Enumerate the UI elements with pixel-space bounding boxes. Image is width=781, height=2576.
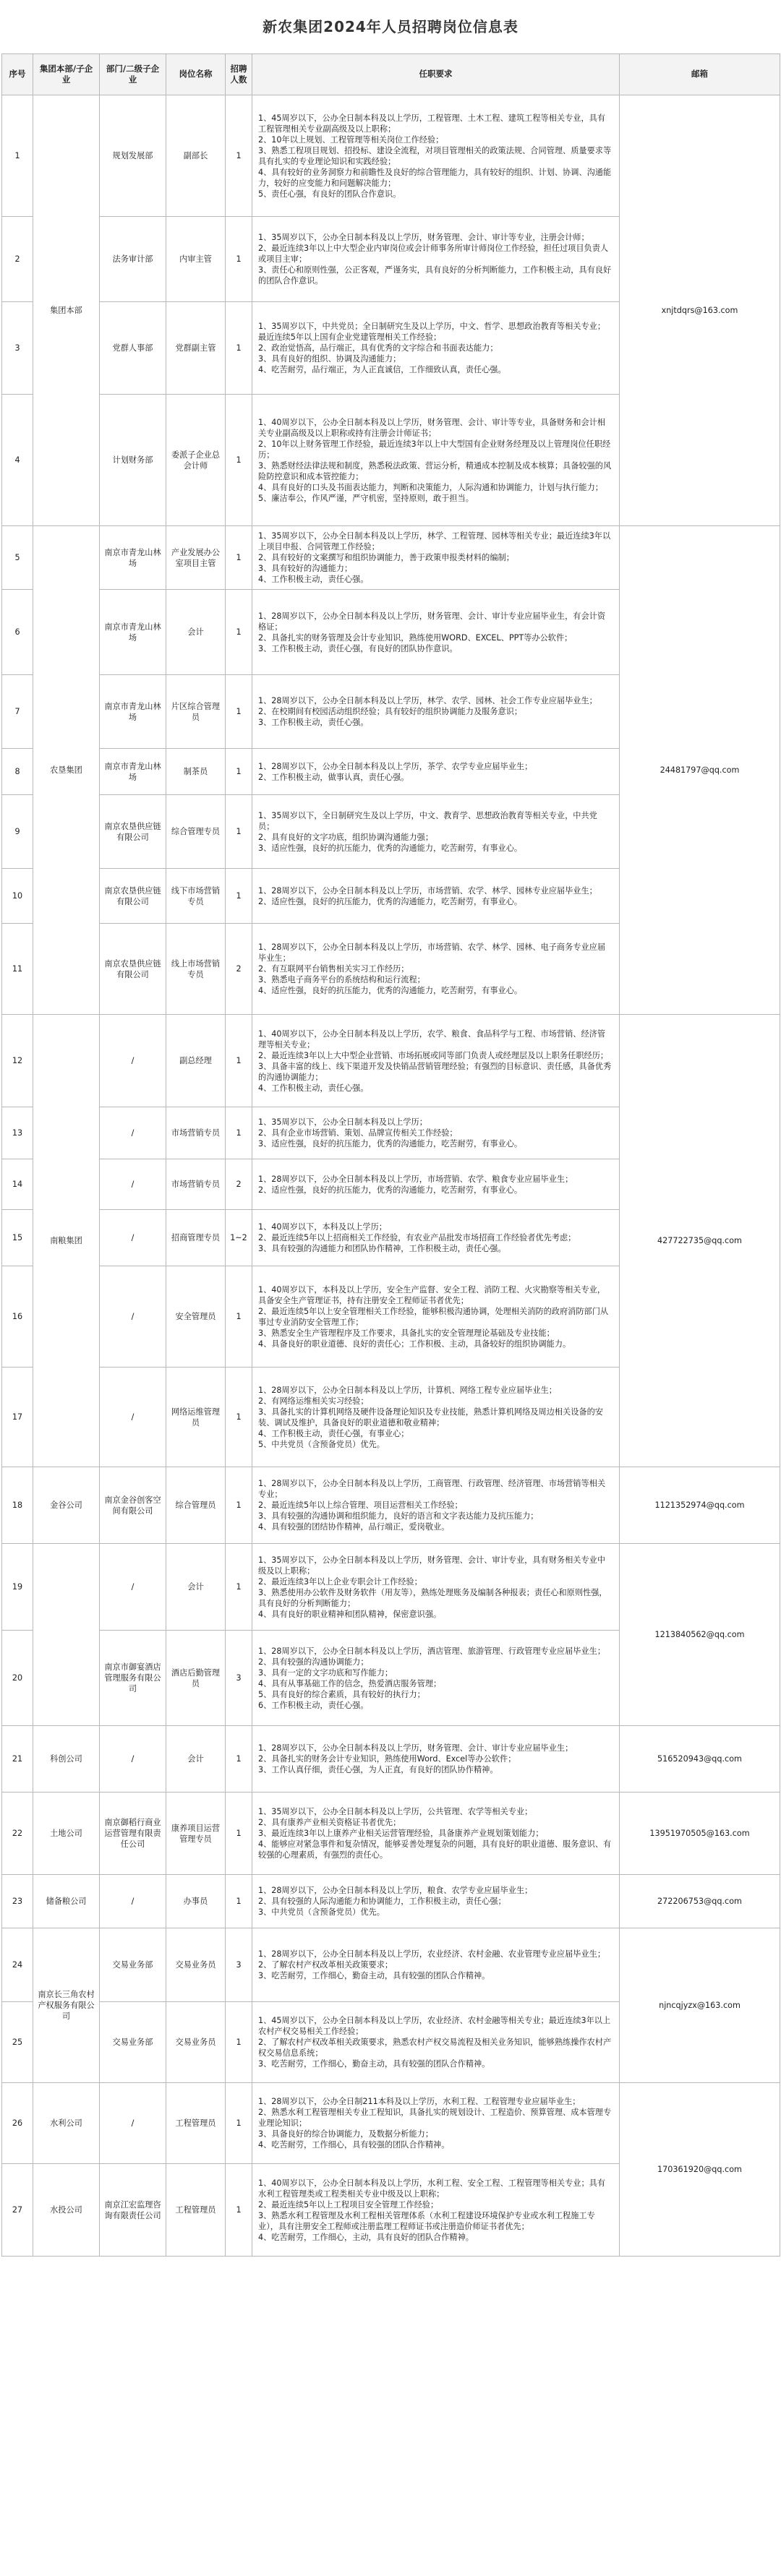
email-cell[interactable]: 170361920@qq.com (620, 2083, 780, 2257)
table-row (2, 95, 780, 217)
requirement-line: 3、熟悉水利工程管理及水利工程相关管理体系（水利工程建设环境保护专业或水利工程施工专业），具有注册安全工程师或注册监理工程师证书或注册造价师证书者优先； (258, 2210, 595, 2231)
requirement-line: 1、28周岁以下，公办全日制本科及以上学历，市场营销、农学、林学、园林专业应届毕业生； (258, 885, 597, 896)
row-number: 8 (2, 749, 33, 795)
requirement-line: 2、最近连续3年以上大中型企业营销、市场拓展或同等部门负责人或经理层及以上职务任职经历； (258, 1050, 609, 1060)
requirements-cell (252, 2164, 620, 2257)
requirements-cell (252, 1107, 620, 1159)
row-number: 27 (2, 2164, 33, 2257)
dept-cell: 南京江宏监理咨询有限责任公司 (100, 2164, 166, 2257)
requirement-line: 2、最近连续5年以上综合管理、项目运营相关工作经验； (258, 1500, 463, 1510)
requirements-cell (252, 1210, 620, 1266)
requirement-line: 4、工作积极主动，责任心强，有事业心； (258, 1428, 409, 1438)
requirement-line: 2、适应性强，良好的抗压能力，优秀的沟通能力，吃苦耐劳，有事业心。 (258, 896, 523, 906)
dept-cell: 南京市御宴酒店管理服务有限公司 (100, 1631, 166, 1726)
requirement-line: 3、具有一定的文字功底和写作能力； (258, 1667, 393, 1678)
post-cell: 会计 (166, 590, 226, 675)
requirement-line: 4、具备良好的职业道德、良好的责任心；工作积极、主动，具备较好的组织协调能力。 (258, 1339, 571, 1349)
headcount-cell: 1 (226, 217, 252, 302)
requirements-cell (252, 795, 620, 869)
post-cell: 安全管理员 (166, 1266, 226, 1368)
email-cell[interactable]: 1213840562@qq.com (620, 1544, 780, 1726)
requirement-line: 3、熟悉工程项目规划、招投标、建设全流程，对项目管理相关的政策法规、合同管理、质量要求等具有扎实的专业理论知识和实践经验； (258, 145, 612, 166)
row-number: 25 (2, 2002, 33, 2083)
requirement-line: 4、吃苦耐劳，品行端正，为人正直诚信，工作细致认真，责任心强。 (258, 365, 506, 374)
post-cell: 综合管理专员 (166, 795, 226, 869)
requirement-line: 2、最近连续5年以上工程项目安全管理工作经验； (258, 2199, 439, 2210)
headcount-cell: 1 (226, 395, 252, 526)
requirement-line: 1、28周岁以下，公办全日制本科及以上学历，财务管理、会计、审计专业应届毕业生； (258, 1743, 573, 1753)
headcount-cell: 1 (226, 1015, 252, 1107)
headcount-cell: 1 (226, 95, 252, 217)
headcount-cell: 1 (226, 1107, 252, 1159)
row-number: 19 (2, 1544, 33, 1631)
group-cell: 水利公司 (33, 2083, 100, 2164)
requirement-line: 1、45周岁以下，公办全日制本科及以上学历，农业经济、农村金融等相关专业；最近连续3年以上农村产权交易相关工作经验； (258, 2016, 611, 2036)
header-requirements: 任职要求 (252, 54, 620, 95)
post-cell: 内审主管 (166, 217, 226, 302)
requirement-line: 2、具有康养产业相关资格证书者优先； (258, 1818, 401, 1827)
headcount-cell: 3 (226, 1928, 252, 2002)
dept-cell: 党群人事部 (100, 302, 166, 395)
post-cell: 酒店后勤管理员 (166, 1631, 226, 1726)
requirement-line: 2、有网络运维相关实习经验； (258, 1396, 369, 1406)
requirement-line: 2、政治觉悟高，品行端正，具有优秀的文字综合和书面表达能力； (258, 343, 498, 353)
requirement-line: 3、具有较好的沟通能力； (258, 564, 353, 573)
headcount-cell: 1 (226, 869, 252, 924)
email-cell[interactable]: 1121352974@qq.com (620, 1467, 780, 1544)
requirements-cell (252, 1544, 620, 1631)
group-cell (33, 1544, 100, 1726)
table-row (2, 2083, 780, 2164)
header-dept: 部门/二级子企业 (100, 54, 166, 95)
requirement-line: 3、适应性强，良好的抗压能力，优秀的沟通能力，吃苦耐劳，有事业心。 (258, 1139, 523, 1149)
dept-cell: 交易业务部 (100, 2002, 166, 2083)
post-cell: 办事员 (166, 1875, 226, 1928)
requirement-line: 1、35周岁以下，公办全日制本科及以上学历，林学、工程管理、园林等相关专业；最近连续3年以上项目申报、合同管理工作经验； (258, 531, 611, 551)
requirement-line: 1、45周岁以下，公办全日制本科及以上学历，工程管理、土木工程、建筑工程等相关专业，具有工程管理相关专业副高级及以上职称； (258, 113, 606, 134)
requirement-line: 3、吃苦耐劳，工作细心，勤奋主动，具有较强的团队合作精神。 (258, 1971, 490, 1980)
row-number: 11 (2, 924, 33, 1015)
headcount-cell: 3 (226, 1631, 252, 1726)
dept-cell: 南京农垦供应链有限公司 (100, 869, 166, 924)
headcount-cell: 2 (226, 1159, 252, 1210)
requirements-cell (252, 1159, 620, 1210)
table-row (2, 1793, 780, 1875)
dept-cell: / (100, 1544, 166, 1631)
requirement-line: 1、28周岁以下，公办全日制本科及以上学历，茶学、农学专业应届毕业生； (258, 761, 533, 771)
requirement-line: 3、熟悉使用办公软件及财务软件（用友等），熟练处理账务及编制各种报表；责任心和原则性强，具有良好的分析判断能力； (258, 1587, 607, 1608)
requirements-cell (252, 2083, 620, 2164)
requirement-line: 4、具有较好的业务洞察力和前瞻性及良好的综合管理能力，具有较好的组织、计划、协调、沟通能力，较好的应变能力和问题解决能力； (258, 167, 612, 188)
post-cell: 线上市场营销专员 (166, 924, 226, 1015)
row-number: 2 (2, 217, 33, 302)
requirement-line: 1、28周岁以下，公办全日制本科及以上学历，市场营销、农学、粮食专业应届毕业生； (258, 1174, 573, 1184)
headcount-cell: 1 (226, 590, 252, 675)
requirement-line: 1、35周岁以下，公办全日制本科及以上学历，财务管理、会计、审计等专业，注册会计师； (258, 233, 589, 242)
email-cell[interactable]: 24481797@qq.com (620, 526, 780, 1015)
requirements-cell (252, 1631, 620, 1726)
page-title: 新农集团2024年人员招聘岗位信息表 (263, 18, 518, 35)
requirements-cell (252, 302, 620, 395)
requirement-line: 2、最近连续5年以上安全管理相关工作经验，能够积极沟通协调，处理相关消防的政府消防部门从事过专业消防安全管理工作； (258, 1306, 609, 1327)
requirement-line: 4、吃苦耐劳，工作细心，主动，具有良好的团队合作精神。 (258, 2232, 474, 2242)
dept-cell: 南京农垦供应链有限公司 (100, 924, 166, 1015)
dept-cell: 南京御稻行商业运营管理有限责任公司 (100, 1793, 166, 1875)
headcount-cell: 2 (226, 924, 252, 1015)
requirements-cell (252, 869, 620, 924)
requirement-line: 5、责任心强，有良好的团队合作意识。 (258, 189, 401, 199)
post-cell: 委派子企业总会计师 (166, 395, 226, 526)
requirement-line: 3、熟悉安全生产管理程序及工作要求，具备扎实的安全管理理论基础及专业技能； (258, 1328, 555, 1338)
table-row (2, 1015, 780, 1107)
requirement-line: 1、28周岁以下，公办全日制本科及以上学历，工商管理、行政管理、经济管理、市场营销等相关专业； (258, 1479, 606, 1499)
table-row (2, 526, 780, 590)
group-cell: 集团本部 (33, 95, 100, 526)
requirement-line: 2、在校期间有校园活动组织经验；具有较好的组织协调能力及服务意识； (258, 707, 523, 716)
dept-cell: / (100, 1266, 166, 1368)
post-cell: 招商管理专员 (166, 1210, 226, 1266)
dept-cell: / (100, 1210, 166, 1266)
dept-cell: / (100, 1159, 166, 1210)
requirement-line: 1、35周岁以下，公办全日制本科及以上学历； (258, 1117, 427, 1127)
headcount-cell: 1 (226, 2002, 252, 2083)
email-cell[interactable]: njncqjyzx@163.com (620, 1928, 780, 2083)
row-number: 4 (2, 395, 33, 526)
row-number: 3 (2, 302, 33, 395)
dept-cell: / (100, 1015, 166, 1107)
group-cell: 水投公司 (33, 2164, 100, 2257)
row-number: 5 (2, 526, 33, 590)
requirement-line: 4、具有从事基础工作的信念，热爱酒店服务管理； (258, 1678, 442, 1688)
email-cell[interactable]: 427722735@qq.com (620, 1015, 780, 1467)
email-cell[interactable]: 516520943@qq.com (620, 1726, 780, 1793)
requirements-cell (252, 1467, 620, 1544)
post-cell: 产业发展办公室项目主管 (166, 526, 226, 590)
group-cell: 土地公司 (33, 1793, 100, 1875)
post-cell: 综合管理员 (166, 1467, 226, 1544)
requirement-line: 3、具有良好的组织、协调及沟通能力； (258, 354, 401, 364)
requirement-line: 2、熟悉水利工程管理相关专业工程知识，具备扎实的规划设计、工程造价、预算管理、成本管理专业理论知识； (258, 2108, 612, 2128)
requirement-line: 3、具备良好的综合协调能力，及数据分析能力； (258, 2129, 434, 2139)
post-cell: 会计 (166, 1544, 226, 1631)
row-number: 14 (2, 1159, 33, 1210)
requirement-line: 4、具有良好的职业精神和团队精神，保密意识强。 (258, 1609, 442, 1619)
header-post: 岗位名称 (166, 54, 226, 95)
group-cell: 农垦集团 (33, 526, 100, 1015)
requirement-line: 3、工作认真仔细，责任心强，为人正直，有良好的团队协作精神。 (258, 1765, 498, 1774)
requirements-cell (252, 2002, 620, 2083)
requirement-line: 3、工作积极主动，责任心强。 (258, 718, 369, 727)
requirement-line: 6、工作积极主动，责任心强。 (258, 1700, 369, 1710)
headcount-cell: 1 (226, 526, 252, 590)
requirement-line: 2、最近连续5年以上招商相关工作经验，有农业产品批发市场招商工作经验者优先考虑； (258, 1233, 576, 1242)
requirement-line: 3、中共党员（含预备党员）优先。 (258, 1907, 385, 1917)
headcount-cell: 1 (226, 1726, 252, 1793)
requirement-line: 5、中共党员（含预备党员）优先。 (258, 1439, 385, 1449)
post-cell: 党群副主管 (166, 302, 226, 395)
requirement-line: 2、有互联网平台销售相关实习工作经历； (258, 964, 409, 974)
requirements-cell (252, 1368, 620, 1467)
requirements-cell (252, 526, 620, 590)
requirement-line: 1、28周岁以下，公办全日制本科及以上学历，粮食、农学专业应届毕业生； (258, 1886, 533, 1895)
requirement-line: 4、工作积极主动，责任心强。 (258, 575, 369, 584)
requirement-line: 2、适应性强，良好的抗压能力，优秀的沟通能力，吃苦耐劳，有事业心。 (258, 1185, 523, 1195)
dept-cell: 南京金谷创客空间有限公司 (100, 1467, 166, 1544)
headcount-cell: 1 (226, 749, 252, 795)
dept-cell: 计划财务部 (100, 395, 166, 526)
requirement-line: 4、具有较强的团结协作精神，品行端正，爱岗敬业。 (258, 1522, 450, 1532)
requirements-cell (252, 395, 620, 526)
requirement-line: 2、具备扎实的财务管理及会计专业知识，熟练使用WORD、EXCEL、PPT等办公软件； (258, 632, 573, 643)
header-no: 序号 (2, 54, 33, 95)
row-number: 22 (2, 1793, 33, 1875)
post-cell: 交易业务员 (166, 2002, 226, 2083)
recruitment-table (1, 53, 780, 2257)
dept-cell: 南京市青龙山林场 (100, 749, 166, 795)
group-cell: 南粮集团 (33, 1015, 100, 1467)
group-cell: 金谷公司 (33, 1467, 100, 1544)
row-number: 20 (2, 1631, 33, 1726)
post-cell: 康养项目运营管理专员 (166, 1793, 226, 1875)
header-email: 邮箱 (620, 54, 780, 95)
requirement-line: 3、最近连续3年以上康养产业相关运营管理经验，具备康养产业规划策划能力； (258, 1829, 544, 1838)
requirements-cell (252, 1015, 620, 1107)
headcount-cell: 1 (226, 2083, 252, 2164)
table-row (2, 1467, 780, 1544)
requirement-line: 4、工作积极主动，责任心强。 (258, 1083, 369, 1093)
requirement-line: 2、了解农村产权改革相关政策要求； (258, 1960, 393, 1970)
headcount-cell: 1 (226, 1544, 252, 1631)
post-cell: 副总经理 (166, 1015, 226, 1107)
post-cell: 网络运维管理员 (166, 1368, 226, 1467)
requirement-line: 3、吃苦耐劳，工作细心，勤奋主动，具有较强的团队合作精神。 (258, 2059, 490, 2069)
header-num: 招聘人数 (226, 54, 252, 95)
requirement-line: 2、10年以上规划、工程管理等相关岗位工作经验； (258, 134, 444, 145)
requirement-line: 1、28周岁以下，公办全日制本科及以上学历，农业经济、农村金融、农业管理专业应届毕业生； (258, 1949, 606, 1959)
requirement-line: 1、40周岁以下，公办全日制本科及以上学历，财务管理、会计、审计等专业，具备财务和会计相关专业副高级及以上职称或持有注册会计师证书； (258, 417, 606, 438)
requirement-line: 3、具有较强的沟通协调和组织能力，良好的语言和文字表达能力及抗压能力； (258, 1511, 539, 1521)
row-number: 15 (2, 1210, 33, 1266)
header-row (2, 54, 780, 95)
row-number: 7 (2, 675, 33, 749)
requirements-cell (252, 1928, 620, 2002)
email-cell[interactable]: 272206753@qq.com (620, 1875, 780, 1928)
requirements-cell (252, 590, 620, 675)
headcount-cell: 1 (226, 1368, 252, 1467)
requirements-cell (252, 1266, 620, 1368)
requirement-line: 3、适应性强，良好的抗压能力，优秀的沟通能力，吃苦耐劳，有事业心。 (258, 843, 523, 853)
group-cell: 南京长三角农村产权服务有限公司 (33, 1928, 100, 2083)
headcount-cell: 1 (226, 1875, 252, 1928)
requirement-line: 2、具备扎实的财务会计专业知识，熟练使用Word、Excel等办公软件； (258, 1754, 516, 1764)
dept-cell: / (100, 1107, 166, 1159)
requirement-line: 2、具有较强的人际沟通能力和协调能力，工作积极主动，责任心强； (258, 1897, 506, 1906)
requirement-line: 2、最近连续3年以上企业专职会计工作经验； (258, 1576, 422, 1587)
dept-cell: / (100, 1726, 166, 1793)
email-cell[interactable]: xnjtdqrs@163.com (620, 95, 780, 526)
requirements-cell (252, 217, 620, 302)
table-row (2, 1928, 780, 2002)
headcount-cell: 1 (226, 675, 252, 749)
row-number: 6 (2, 590, 33, 675)
post-cell: 市场营销专员 (166, 1107, 226, 1159)
row-number: 12 (2, 1015, 33, 1107)
requirements-cell (252, 924, 620, 1015)
row-number: 13 (2, 1107, 33, 1159)
requirements-cell (252, 1875, 620, 1928)
row-number: 26 (2, 2083, 33, 2164)
requirements-cell (252, 1793, 620, 1875)
requirement-line: 1、28周岁以下，公办全日制本科及以上学历，林学、农学、园林、社会工作专业应届毕业生； (258, 696, 597, 705)
group-cell: 科创公司 (33, 1726, 100, 1793)
requirement-line: 3、具备丰富的线上、线下渠道开发及快销品营销管理经验；有强烈的目标意识、责任感，具备优秀的沟通协调能力； (258, 1061, 612, 1082)
requirement-line: 1、35周岁以下，公办全日制本科及以上学历，财务管理、会计、审计专业，具有财务相关专业中级及以上职称； (258, 1555, 606, 1576)
post-cell: 市场营销专员 (166, 1159, 226, 1210)
requirement-line: 1、28周岁以下，公办全日制本科及以上学历，计算机、网络工程专业应届毕业生； (258, 1385, 557, 1395)
headcount-cell: 1 (226, 795, 252, 869)
table-row (2, 1726, 780, 1793)
requirement-line: 3、工作积极主动，责任心强，有良好的团队协作意识。 (258, 643, 458, 653)
row-number: 17 (2, 1368, 33, 1467)
requirement-line: 2、具有良好的文字功底，组织协调沟通能力强； (258, 832, 434, 842)
requirements-cell (252, 1726, 620, 1793)
headcount-cell: 1 (226, 1793, 252, 1875)
email-cell[interactable]: 13951970505@163.com (620, 1793, 780, 1875)
table-row (2, 1544, 780, 1631)
requirement-line: 3、具有较强的沟通能力和团队协作精神，工作积极主动，责任心强。 (258, 1244, 506, 1253)
requirement-line: 2、了解农村产权改革相关政策要求，熟悉农村产权交易流程及相关业务知识，能够熟练操作农村产权交易信息系统； (258, 2038, 612, 2058)
dept-cell: 南京市青龙山林场 (100, 675, 166, 749)
requirement-line: 2、工作积极主动，做事认真，责任心强。 (258, 772, 409, 782)
post-cell: 交易业务员 (166, 1928, 226, 2002)
dept-cell: / (100, 1368, 166, 1467)
table-row (2, 1875, 780, 1928)
requirement-line: 1、28周岁以下，公办全日制211本科及以上学历，水利工程、工程管理专业应届毕业生； (258, 2097, 581, 2106)
requirement-line: 3、具备扎实的计算机网络及硬件设备理论知识及专业技能，熟悉计算机网络及周边相关设备的安装、调试及维护，具备良好的职业道德和敬业精神； (258, 1407, 603, 1427)
dept-cell: / (100, 2083, 166, 2164)
row-number: 10 (2, 869, 33, 924)
post-cell: 线下市场营销专员 (166, 869, 226, 924)
group-cell: 储备粮公司 (33, 1875, 100, 1928)
dept-cell: 规划发展部 (100, 95, 166, 217)
requirement-line: 1、35周岁以下，全日制研究生及以上学历，中文、教育学、思想政治教育等相关专业，中共党员； (258, 810, 597, 831)
requirement-line: 1、28周岁以下，公办全日制本科及以上学历，市场营销、农学、林学、园林、电子商务专业应届毕业生； (258, 943, 606, 963)
row-number: 18 (2, 1467, 33, 1544)
requirement-line: 1、40周岁以下，本科及以上学历； (258, 1222, 387, 1232)
requirement-line: 1、40周岁以下，公办全日制本科及以上学历，农学、粮食、食品科学与工程、市场营销、经济管理等相关专业； (258, 1029, 606, 1049)
dept-cell: 法务审计部 (100, 217, 166, 302)
requirement-line: 1、28周岁以下，公办全日制本科及以上学历，财务管理、会计、审计专业应届毕业生，有会计资格证； (258, 611, 606, 632)
requirement-line: 1、28周岁以下，公办全日制本科及以上学历，酒店管理、旅游管理、行政管理专业应届毕业生； (258, 1646, 606, 1656)
requirement-line: 5、具有良好的综合素质，具有较好的执行力； (258, 1689, 425, 1699)
headcount-cell: 1~2 (226, 1210, 252, 1266)
dept-cell: 南京市青龙山林场 (100, 526, 166, 590)
requirement-line: 1、35周岁以下，中共党员；全日制研究生及以上学历，中文、哲学、思想政治教育等相关专业；最近连续5年以上国有企业党建管理相关工作经验； (258, 322, 606, 342)
row-number: 24 (2, 1928, 33, 2002)
requirement-line: 2、具有较好的文案撰写和组织协调能力，善于政策申报类材料的编制； (258, 553, 514, 562)
post-cell: 片区综合管理员 (166, 675, 226, 749)
row-number: 21 (2, 1726, 33, 1793)
post-cell: 制茶员 (166, 749, 226, 795)
requirement-line: 3、责任心和原则性强，公正客观，严谨务实，具有良好的分析判断能力，工作积极主动，具有良好的团队合作意识。 (258, 265, 612, 285)
post-cell: 工程管理员 (166, 2083, 226, 2164)
requirement-line: 1、40周岁以下，公办全日制本科及以上学历，水利工程、安全工程、工程管理等相关专业；具有水利工程管理类或工程类相关专业中级及以上职称； (258, 2178, 606, 2199)
requirement-line: 2、具有较强的沟通协调能力； (258, 1657, 369, 1667)
requirement-line: 1、40周岁以下，本科及以上学历，安全生产监督、安全工程、消防工程、火灾勘察等相关专业，具备安全生产管理证书，持有注册安全工程师证书者优先； (258, 1284, 606, 1305)
post-cell: 会计 (166, 1726, 226, 1793)
requirement-line: 2、具有企业市场营销、策划、品牌宣传相关工作经验； (258, 1128, 458, 1138)
requirements-cell (252, 675, 620, 749)
requirement-line: 1、35周岁以下，公办全日制本科及以上学历，公共管理、农学等相关专业； (258, 1807, 533, 1816)
requirement-line: 4、适应性强，良好的抗压能力，优秀的沟通能力，吃苦耐劳，有事业心。 (258, 986, 523, 995)
post-cell: 副部长 (166, 95, 226, 217)
requirement-line: 4、吃苦耐劳，工作细心，具有较强的团队合作精神。 (258, 2140, 450, 2150)
dept-cell: / (100, 1875, 166, 1928)
dept-cell: 南京农垦供应链有限公司 (100, 795, 166, 869)
requirement-line: 4、具有良好的口头及书面表达能力，判断和决策能力，人际沟通和协调能力，计划与执行能力； (258, 482, 603, 492)
requirement-line: 3、熟悉财经法律法规和制度，熟悉税法政策、营运分析，精通成本控制及成本核算；具备较强的风险防控意识和成本管控能力； (258, 460, 612, 481)
requirement-line: 2、10年以上财务管理工作经验，最近连续3年以上中大型国有企业财务经理及以上管理岗位任职经历； (258, 439, 611, 460)
header-group: 集团本部/子企业 (33, 54, 100, 95)
row-number: 9 (2, 795, 33, 869)
dept-cell: 交易业务部 (100, 1928, 166, 2002)
headcount-cell: 1 (226, 1467, 252, 1544)
requirement-line: 2、最近连续3年以上中大型企业内审岗位或会计师事务所审计师岗位工作经验，担任过项目负责人或项目主审； (258, 244, 609, 264)
headcount-cell: 1 (226, 1266, 252, 1368)
headcount-cell: 1 (226, 302, 252, 395)
requirements-cell (252, 95, 620, 217)
dept-cell: 南京市青龙山林场 (100, 590, 166, 675)
row-number: 23 (2, 1875, 33, 1928)
row-number: 16 (2, 1266, 33, 1368)
headcount-cell: 1 (226, 2164, 252, 2257)
post-cell: 工程管理员 (166, 2164, 226, 2257)
row-number: 1 (2, 95, 33, 217)
requirements-cell (252, 749, 620, 795)
requirement-line: 4、能够应对紧急事件和复杂情况，能够妥善处理复杂的问题，具有良好的职业道德、服务意识、有较强的心理素质，有强烈的责任心。 (258, 1839, 612, 1860)
requirement-line: 5、廉洁奉公，作风严谨，严守机密，坚持原则，敢于担当。 (258, 493, 474, 503)
requirement-line: 3、熟悉电子商务平台的系统结构和运行流程； (258, 975, 425, 984)
